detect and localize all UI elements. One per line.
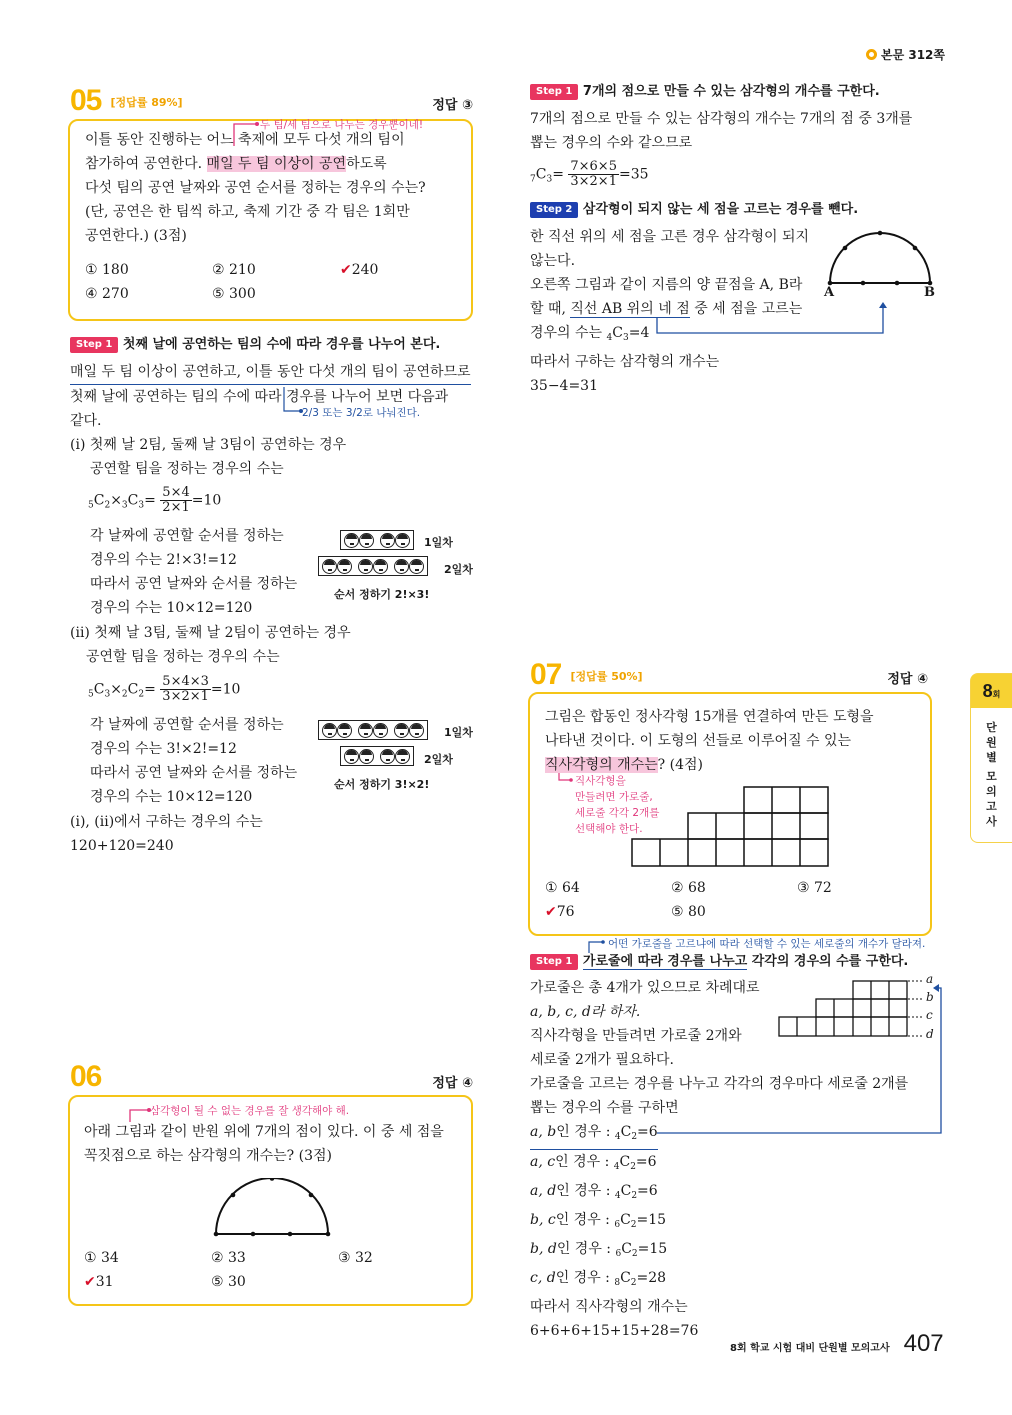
answer-choices bbox=[84, 1250, 464, 1300]
question-number: 05 bbox=[70, 84, 102, 117]
face-icon bbox=[322, 723, 337, 738]
case-row: b, c인 경우 : $_6C_2=15$ bbox=[530, 1212, 667, 1230]
choice-5[interactable]: ⑤ 80 bbox=[671, 904, 706, 920]
solution-text: 한 직선 위의 세 점을 고른 경우 삼각형이 되지 않는다. 오른쪽 그림과 같이 지름의 양 끝점을 A, B라 할 때, 직선 AB 위의 네 점 중 세 점을 고르는 경우의 수는 $_4C_3=4$ 따라서 구하는 삼각형의 개수는 35−4=31 bbox=[530, 229, 810, 394]
face-icon bbox=[380, 749, 395, 764]
choice-3[interactable]: ③ 32 bbox=[338, 1250, 373, 1266]
order-figure-case-1: 1일차 2일차 순서 정하기 2!×3! bbox=[318, 530, 478, 610]
annotation-note: 삼각형이 될 수 없는 경우를 잘 생각해야 해. bbox=[150, 1105, 350, 1117]
fraction: $\frac{5\times 4\times 3}{3\times 2\times 1}$ bbox=[162, 674, 209, 704]
case-2-body: 각 날짜에 공연할 순서를 정하는 경우의 수는 3!×2!=12 따라서 공연 날짜와 순서를 정하는 경우의 수는 10×12=120 bbox=[90, 717, 298, 805]
chapter-side-tab[interactable] bbox=[970, 673, 1012, 843]
choice-2[interactable]: ② 33 bbox=[211, 1250, 246, 1266]
choice-5[interactable]: ⑤ 300 bbox=[212, 286, 256, 302]
choice-2[interactable]: ② 210 bbox=[212, 262, 256, 278]
face-icon bbox=[337, 559, 352, 574]
choice-2[interactable]: ② 68 bbox=[671, 880, 706, 896]
question-06-header bbox=[70, 1062, 475, 1092]
answer-label: 정답 ④ bbox=[432, 1076, 473, 1091]
row-label-c: c bbox=[926, 1008, 933, 1022]
point-label-a: A bbox=[824, 285, 835, 300]
connector-arrow-icon bbox=[655, 300, 890, 340]
choice-3[interactable]: ③ 72 bbox=[797, 880, 832, 896]
page-footer: 8회 학교 시험 대비 단원별 모의고사 407 bbox=[730, 1330, 944, 1357]
semicircle-figure bbox=[210, 1178, 335, 1240]
face-icon bbox=[394, 559, 409, 574]
question-text: 그림은 합동인 정사각형 15개를 연결하여 만든 도형을 나타낸 것이다. 이 도형의 선들로 이루어질 수 있는 직사각형의 개수는? (4점) bbox=[545, 709, 874, 773]
face-icon bbox=[344, 533, 359, 548]
face-icon bbox=[359, 533, 374, 548]
choice-4[interactable]: ④ 270 bbox=[85, 286, 129, 302]
annotation-note: 직사각형을 만들려면 가로줄, 세로줄 각각 2개를 선택해야 한다. bbox=[575, 775, 660, 835]
face-icon bbox=[380, 533, 395, 548]
answer-label: 정답 ③ bbox=[432, 98, 473, 113]
day-1-box bbox=[318, 720, 428, 740]
formula: $_7C_3=$ $\frac{7\times 6\times 5}{3\times 2\times 1}$ =35 bbox=[530, 159, 649, 189]
case-row: a, b인 경우 : $_4C_2=6$ bbox=[530, 1120, 908, 1150]
point-label-b: B bbox=[924, 285, 935, 300]
solution-text: 매일 두 팀 이상이 공연하고, 이틀 동안 다섯 개의 팀이 공연하므로 첫째 날에 공연하는 팀의 수에 따라 경우를 나누어 보면 다음과 같다. bbox=[70, 360, 471, 433]
case-2-formula: $_5C_3\times_2C_2=$ $\frac{5\times 4\times 3}{3\times 2\times 1}$ =10 bbox=[88, 674, 241, 704]
case-row: a, d인 경우 : $_4C_2=6$ bbox=[530, 1183, 658, 1201]
case-row: c, d인 경우 : $_8C_2=28$ bbox=[530, 1270, 667, 1288]
choice-5[interactable]: ⑤ 30 bbox=[211, 1274, 246, 1290]
page-number: 407 bbox=[903, 1330, 944, 1357]
fraction: $\frac{5\times 4}{2\times 1}$ bbox=[162, 485, 190, 515]
annotation-note: 두 팀/세 팀으로 나누는 경우뿐이네! bbox=[260, 119, 424, 131]
case-2: (ⅱ) 첫째 날 3팀, 둘째 날 2팀이 공연하는 경우 공연할 팀을 정하는 경우의 수는 bbox=[70, 625, 351, 665]
semicircle-figure-ab bbox=[825, 228, 935, 288]
highlight: 매일 두 팀 이상이 공연 bbox=[206, 156, 347, 172]
face-icon bbox=[373, 559, 388, 574]
step-1-heading: Step 1 7개의 점으로 만들 수 있는 삼각형의 개수를 구한다. bbox=[530, 82, 880, 102]
face-icon bbox=[322, 559, 337, 574]
tab-round: 8 회 bbox=[971, 674, 1012, 708]
tab-title: 단 원 별 모 의 고 사 bbox=[986, 721, 997, 828]
face-icon bbox=[359, 749, 374, 764]
face-icon bbox=[394, 723, 409, 738]
question-05-header bbox=[70, 86, 475, 116]
step-1-heading: Step 1 첫째 날에 공연하는 팀의 수에 따라 경우를 나누어 본다. bbox=[70, 335, 440, 355]
day-2-box bbox=[340, 746, 414, 766]
choice-1[interactable]: ① 180 bbox=[85, 262, 129, 278]
choice-4[interactable]: ✔31 bbox=[84, 1274, 114, 1290]
choice-4[interactable]: ✔76 bbox=[545, 904, 575, 920]
step-badge: Step 1 bbox=[70, 337, 118, 353]
choice-1[interactable]: ① 34 bbox=[84, 1250, 119, 1266]
question-number: 06 bbox=[70, 1060, 102, 1093]
choice-1[interactable]: ① 64 bbox=[545, 880, 580, 896]
check-mark-icon: ✔ bbox=[84, 1274, 96, 1290]
face-icon bbox=[395, 533, 410, 548]
day-2-box bbox=[318, 556, 428, 576]
check-mark-icon: ✔ bbox=[340, 262, 352, 278]
face-icon bbox=[373, 723, 388, 738]
case-1-formula: $_5C_2\times_3C_3=$ $\frac{5\times 4}{2\times 1}$ =10 bbox=[88, 485, 222, 515]
step-1-heading: Step 1 가로줄에 따라 경우를 나누고 각각의 경우의 수를 구한다. bbox=[530, 952, 908, 972]
question-text: 아래 그림과 같이 반원 위에 7개의 점이 있다. 이 중 세 점을 꼭짓점으로 하는 삼각형의 개수는? (3점) bbox=[84, 1124, 444, 1164]
correct-rate: [정답률 89%] bbox=[110, 96, 183, 109]
annotation-note: 2/3 또는 3/2로 나눠진다. bbox=[302, 407, 421, 419]
staircase-grid-figure bbox=[631, 786, 831, 868]
fraction: $\frac{7\times 6\times 5}{3\times 2\times 1}$ bbox=[570, 159, 617, 189]
face-icon bbox=[337, 723, 352, 738]
case-1: (ⅰ) 첫째 날 2팀, 둘째 날 3팀이 공연하는 경우 공연할 팀을 정하는 경우의 수는 bbox=[70, 437, 347, 477]
answer-choices bbox=[545, 880, 925, 930]
answer-choices bbox=[85, 262, 465, 312]
order-figure-case-2: 1일차 2일차 순서 정하기 3!×2! bbox=[318, 720, 478, 800]
conclusion: (ⅰ), (ⅱ)에서 구하는 경우의 수는 120+120=240 bbox=[70, 814, 263, 854]
face-icon bbox=[409, 559, 424, 574]
solution-text: 가로줄은 총 4개가 있으므로 차례대로 a, b, c, d라 하자. 직사각형을 만들려면 가로줄 2개와 세로줄 2개가 필요하다. 가로줄을 고르는 경우를 나누고 각각의 경우마다 세로줄 2개를 뽑는 경우의 수를 구하면 a, b인 경우 : $_4C_2=6$ a, c인 경우 : $_4C_2=6$ a, d인 경우 : $_4C_2=6$ b, c인 경우 : $_6C_2=15$ b, d인 경우 : $_6C_2=15$ c, d인 경우 : $_8C_2=28$ 따라서 직사각형의 개수는 6+6+6+15+15+28=76 bbox=[530, 980, 909, 1339]
case-row: b, d인 경우 : $_6C_2=15$ bbox=[530, 1241, 668, 1259]
face-icon bbox=[344, 749, 359, 764]
step-badge: Step 2 bbox=[530, 202, 578, 218]
step-badge: Step 1 bbox=[530, 84, 578, 100]
answer-label: 정답 ④ bbox=[887, 672, 928, 687]
face-icon bbox=[358, 559, 373, 574]
question-07-header bbox=[530, 660, 930, 690]
question-number: 07 bbox=[530, 658, 562, 691]
case-1-body: 각 날짜에 공연할 순서를 정하는 경우의 수는 2!×3!=12 따라서 공연 날짜와 순서를 정하는 경우의 수는 10×12=120 bbox=[90, 528, 298, 616]
choice-3[interactable]: ✔240 bbox=[340, 262, 379, 278]
step-badge: Step 1 bbox=[530, 954, 578, 970]
case-row: a, c인 경우 : $_4C_2=6$ bbox=[530, 1154, 657, 1172]
circle-dot-icon bbox=[866, 49, 877, 60]
row-label-d: d bbox=[926, 1027, 934, 1041]
face-icon bbox=[409, 723, 424, 738]
note-arrow-icon bbox=[556, 772, 576, 788]
step-2-heading: Step 2 삼각형이 되지 않는 세 점을 고르는 경우를 뺀다. bbox=[530, 200, 858, 220]
page-reference: 본문 312쪽 bbox=[866, 46, 945, 63]
day-1-box bbox=[340, 530, 414, 550]
face-icon bbox=[395, 749, 410, 764]
annotation-note: 어떤 가로줄을 고르냐에 따라 선택할 수 있는 세로줄의 개수가 달라져. bbox=[608, 938, 926, 950]
question-text: 이틀 동안 진행하는 어느 축제에 모두 다섯 개의 팀이 참가하여 공연한다. 매일 두 팀 이상이 공연하도록 다섯 팀의 공연 날짜와 공연 순서를 정하는 경우의 수는? (단, 공연은 한 팀씩 하고, 축제 기간 중 각 팀은 1회만 공연한다.) (3점) bbox=[85, 132, 426, 244]
face-icon bbox=[358, 723, 373, 738]
check-mark-icon: ✔ bbox=[545, 904, 557, 920]
row-label-a: a bbox=[926, 972, 934, 986]
connector-arrow-icon bbox=[655, 980, 947, 1135]
solution-text: 7개의 점으로 만들 수 있는 삼각형의 개수는 7개의 점 중 3개를 뽑는 경우의 수와 같으므로 bbox=[530, 111, 913, 151]
correct-rate: [정답률 50%] bbox=[570, 670, 643, 683]
row-label-b: b bbox=[926, 990, 934, 1004]
highlight: 직사각형의 개수는 bbox=[545, 757, 658, 773]
